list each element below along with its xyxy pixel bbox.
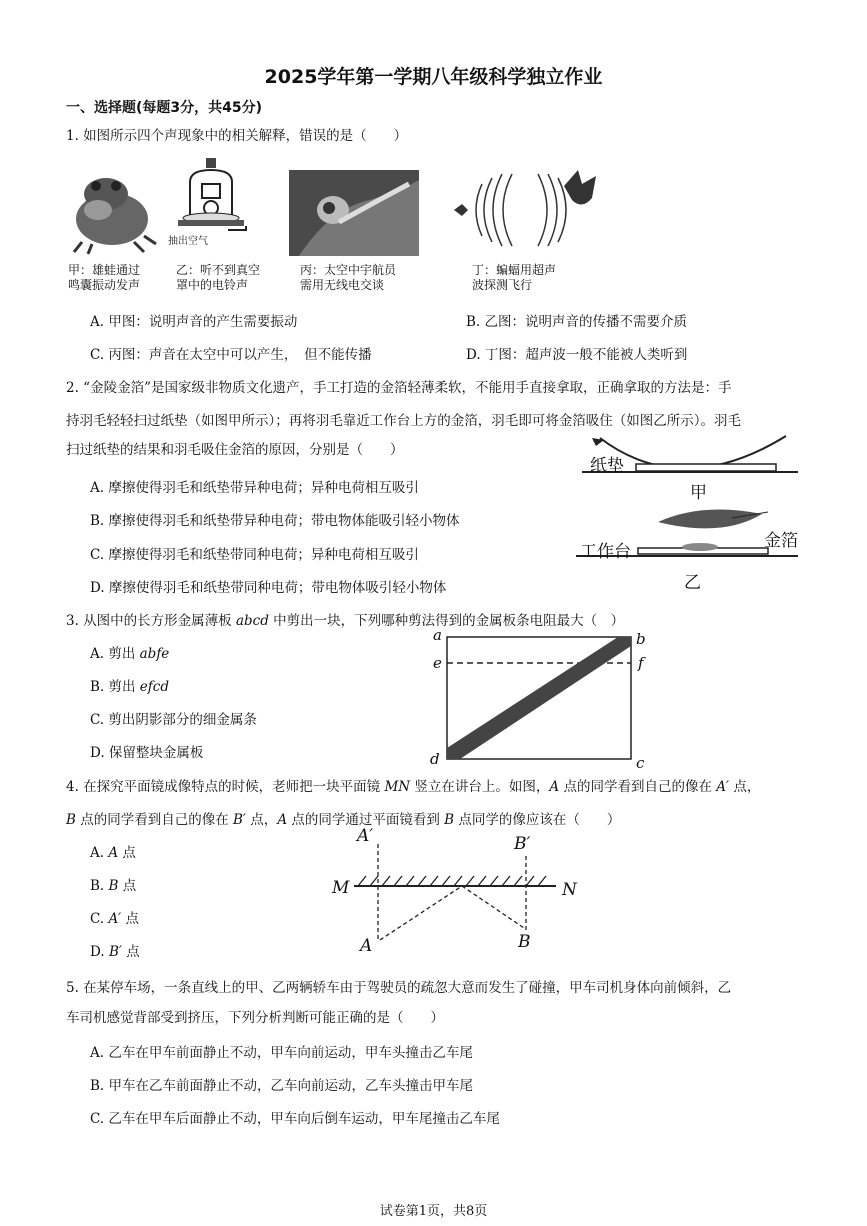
label-b-point: B [518,932,531,952]
q1-option-b: B. 乙图：说明声音的传播不需要介质 [466,314,688,330]
q4-stem-line-2: B 点的同学看到自己的像在 B′ 点，A 点的同学通过平面镜看到 B 点同学的像应该在（ ） [66,812,621,828]
label-b: b [636,630,646,648]
label-paper-pad: 纸垫 [590,456,624,476]
q5-option-b: B. 甲车在乙车前面静止不动，乙车向前运动，乙车头撞击甲车尾 [90,1078,474,1094]
label-e: e [433,654,442,672]
q2-option-c: C. 摩擦使得羽毛和纸垫带同种电荷；异种电荷相互吸引 [90,547,419,563]
q3-option-d: D. 保留整块金属板 [90,745,204,761]
q3-option-a: A. 剪出 abfe [90,646,170,662]
q2-option-b: B. 摩擦使得羽毛和纸垫带异种电荷；带电物体能吸引轻小物体 [90,513,460,529]
caption-bing-2: 需用无线电交谈 [300,278,385,292]
caption-yi-2: 罩中的电铃声 [176,278,249,292]
caption-jia-1: 甲：雄蛙通过 [68,263,141,277]
label-n: N [562,880,577,900]
q2-stem-line-1: 2. “金陵金箔”是国家级非物质文化遗产，手工打造的金箔轻薄柔软，不能用手直接拿取，正确拿取的方法是：手 [66,380,732,396]
q2-stem-line-3: 扫过纸垫的结果和羽毛吸住金箔的原因，分别是（ ） [66,442,404,458]
q5-stem-line-1: 5. 在某停车场，一条直线上的甲、乙两辆轿车由于驾驶员的疏忽大意而发生了碰撞，甲车司机身体向前倾斜，乙 [66,980,732,996]
q2-stem-line-2: 持羽毛轻轻扫过纸垫（如图甲所示）；再将羽毛靠近工作台上方的金箔，羽毛即可将金箔吸住（如图乙所示）。羽毛 [66,413,741,429]
q2-option-d: D. 摩擦使得羽毛和纸垫带同种电荷；带电物体吸引轻小物体 [90,580,447,596]
caption-ding-1: 丁：蝙蝠用超声 [472,263,557,277]
q1-option-a: A. 甲图：说明声音的产生需要振动 [90,314,298,330]
label-m: M [332,878,350,898]
label-f: f [638,654,644,672]
caption-bing-1: 丙：太空中宇航员 [300,263,397,277]
label-c: c [636,754,645,772]
q4-option-a: A. A 点 [90,845,136,861]
metal-plate-figure [446,636,632,760]
q1-stem: 1. 如图所示四个声现象中的相关解释，错误的是（ ） [66,128,408,144]
label-d: d [430,750,440,768]
label-a-prime: A′ [357,826,374,846]
q4-option-d: D. B′ 点 [90,944,140,960]
pump-label: 抽出空气 [168,236,208,247]
label-a: a [433,626,442,644]
q3-stem: 3. 从图中的长方形金属薄板 abcd 中剪出一块，下列哪种剪法得到的金属板条电阻最大（ ） [66,613,625,629]
page-title: 2025学年第一学期八年级科学独立作业 [264,66,603,88]
q4-stem-line-1: 4. 在探究平面镜成像特点的时候，老师把一块平面镜 MN 竖立在讲台上。如图，A 点的同学看到自己的像在 A′ 点， [66,779,761,795]
q5-option-c: C. 乙车在甲车后面静止不动，甲车向后倒车运动，甲车尾撞击乙车尾 [90,1111,500,1127]
label-workbench: 工作台 [580,542,631,562]
caption-ding-2: 波探测飞行 [472,278,533,292]
q1-option-d: D. 丁图：超声波一般不能被人类听到 [466,347,688,363]
label-b-prime: B′ [514,834,531,854]
q3-option-c: C. 剪出阴影部分的细金属条 [90,712,257,728]
q2-option-a: A. 摩擦使得羽毛和纸垫带异种电荷；异种电荷相互吸引 [90,480,419,496]
frog-figure [64,164,164,256]
q4-option-b: B. B 点 [90,878,137,894]
caption-jia-2: 鸣囊振动发声 [68,278,141,292]
section-heading: 一、选择题(每题3分，共45分) [66,100,263,116]
q1-option-c: C. 丙图：声音在太空中可以产生， 但不能传播 [90,347,372,363]
q5-stem-line-2: 车司机感觉背部受到挤压，下列分析判断可能正确的是（ ） [66,1010,444,1026]
q3-option-b: B. 剪出 efcd [90,679,169,695]
label-jia: 甲 [690,483,707,503]
label-gold-foil: 金箔 [764,531,798,551]
astronaut-photo [289,170,419,256]
q4-option-c: C. A′ 点 [90,911,140,927]
caption-yi-1: 乙：听不到真空 [176,263,261,277]
label-a-point: A [360,936,373,956]
bat-figure [452,164,600,256]
q5-option-a: A. 乙车在甲车前面静止不动，甲车向前运动，甲车头撞击乙车尾 [90,1045,473,1061]
label-yi: 乙 [684,573,701,593]
page-footer: 试卷第1页，共8页 [379,1204,488,1219]
